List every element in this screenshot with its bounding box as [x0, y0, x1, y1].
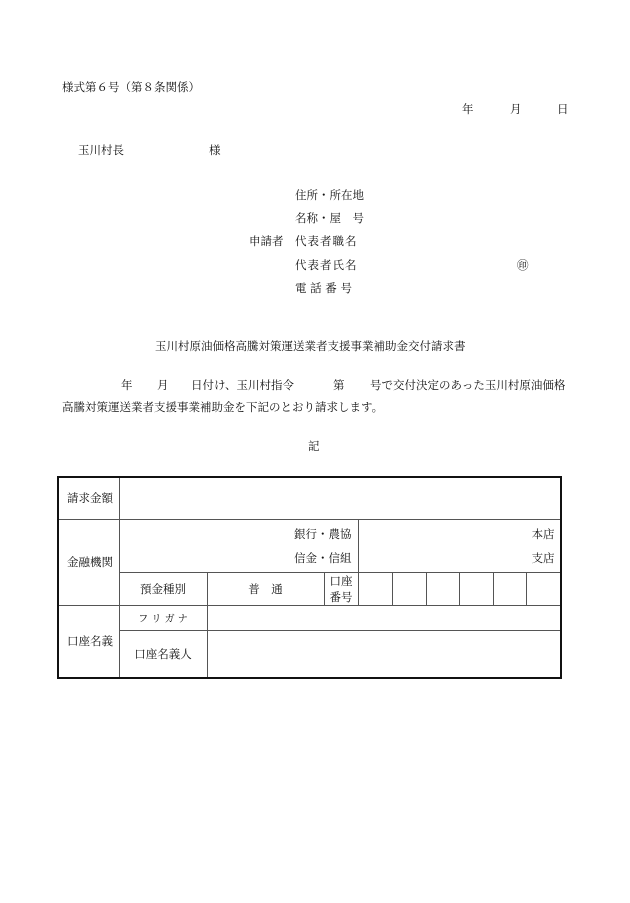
furigana-input-cell[interactable] [207, 605, 561, 630]
deposit-type-label: 預金種別 [119, 572, 207, 605]
document-title: 玉川村原油価格高騰対策運送業者支援事業補助金交付請求書 [155, 339, 466, 353]
body-month: 月 [157, 378, 169, 392]
body-date-text: 日付け、玉川村指令 [191, 378, 295, 392]
furigana-label: フ リ ガ ナ [119, 605, 207, 630]
amount-row [58, 477, 561, 519]
bank-type-line1: 銀行・農協 [294, 526, 352, 541]
bank-type-cell[interactable] [119, 519, 358, 572]
account-holder-input-cell[interactable] [207, 630, 561, 678]
deposit-type-value[interactable]: 普 通 [207, 572, 324, 605]
date-month-label: 月 [510, 102, 522, 116]
deposit-row [58, 572, 561, 605]
account-digit-1[interactable] [358, 572, 392, 605]
account-name-label: 口座名義 [58, 605, 119, 678]
addressee-honorific: 様 [209, 143, 221, 157]
phone-label: 電 話 番 号 [295, 281, 352, 295]
account-digit-3[interactable] [426, 572, 459, 605]
applicant-label: 申請者 [249, 234, 284, 248]
account-digit-4[interactable] [459, 572, 493, 605]
branch-type-line2: 支店 [531, 550, 555, 565]
bank-type-line2: 信金・信組 [294, 550, 352, 565]
business-name-label: 名称・屋 号 [295, 211, 364, 225]
body-dai: 第 [333, 378, 345, 392]
body-year: 年 [121, 378, 133, 392]
account-holder-label: 口座名義人 [119, 630, 207, 678]
body-rest: 号で交付決定のあった玉川村原油価格 [370, 378, 566, 392]
ki-heading: 記 [308, 439, 320, 453]
furigana-row [58, 605, 561, 630]
institution-row [58, 519, 561, 572]
address-label: 住所・所在地 [295, 188, 364, 202]
form-number: 様式第６号（第８条関係） [62, 80, 200, 94]
account-digit-6[interactable] [526, 572, 561, 605]
amount-input-cell[interactable] [119, 477, 561, 519]
date-day-label: 日 [557, 102, 569, 116]
amount-label: 請求金額 [58, 477, 119, 519]
payment-details-table [57, 476, 562, 679]
body-line-2: 高騰対策運送業者支援事業補助金を下記のとおり請求します。 [62, 400, 384, 414]
branch-type-line1: 本店 [531, 526, 555, 541]
institution-label: 金融機関 [58, 519, 119, 605]
branch-type-cell[interactable] [358, 519, 561, 572]
account-number-label: 口座番号 [324, 572, 358, 605]
addressee-name: 玉川村長 [78, 143, 124, 157]
representative-title-label: 代表者職名 [295, 234, 358, 248]
date-year-label: 年 [462, 102, 474, 116]
holder-row [58, 630, 561, 678]
account-digit-5[interactable] [493, 572, 526, 605]
account-digit-2[interactable] [392, 572, 426, 605]
representative-name-label: 代表者氏名 [295, 258, 358, 272]
seal-mark: ㊞ [517, 258, 529, 272]
